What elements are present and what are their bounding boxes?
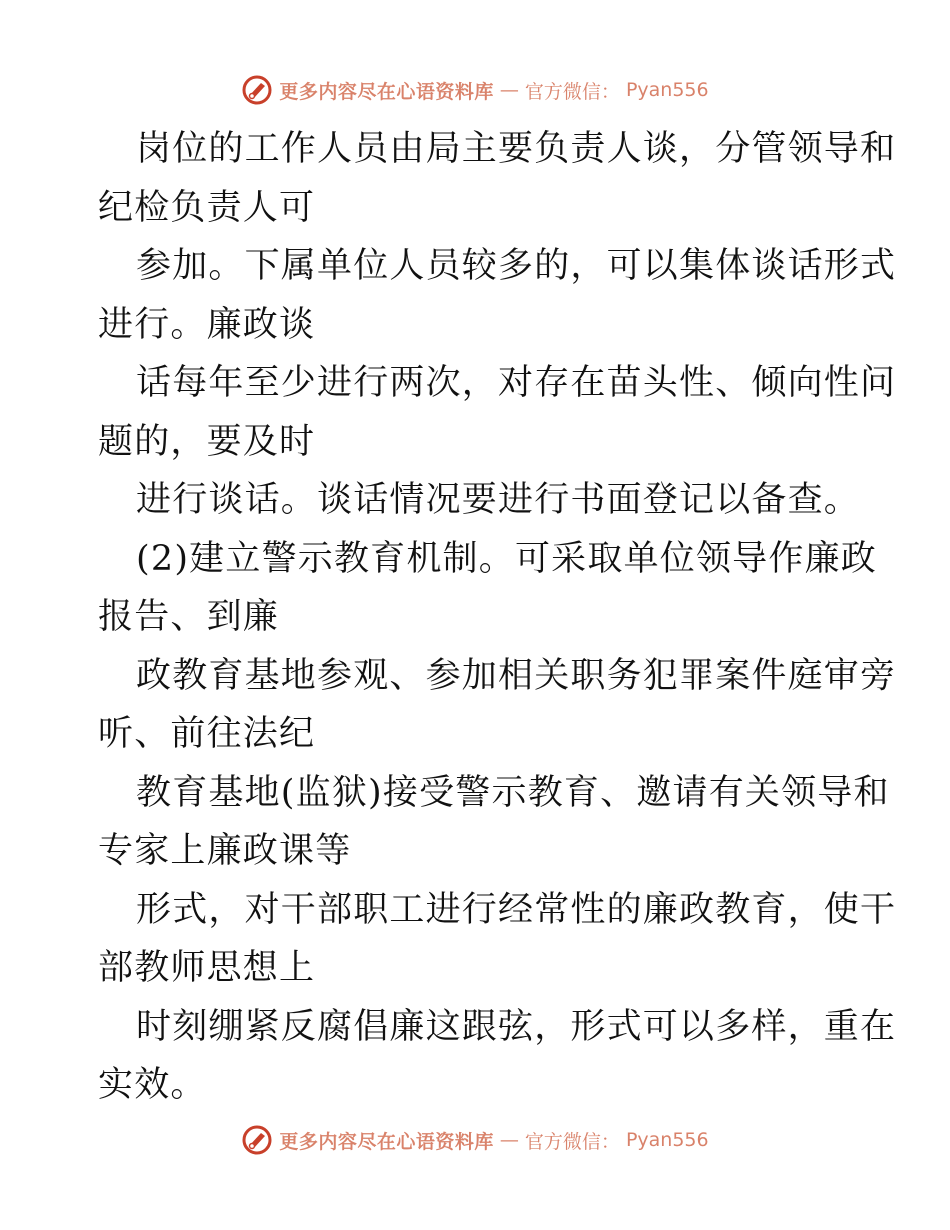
red-seal-logo-icon (241, 1124, 273, 1156)
watermark-account-label: 官方微信： (524, 1130, 620, 1153)
footer-watermark (0, 1120, 950, 1160)
watermark-account-id: Pyan556 (625, 1129, 709, 1151)
text-line: 报告、到廉 (98, 597, 280, 637)
watermark-main-text: 更多内容尽在心语资料库 (279, 1130, 494, 1153)
text-line: 时刻绷紧反腐倡廉这跟弦，形式可以多样，重在 (136, 1006, 897, 1047)
red-seal-logo-icon (241, 74, 273, 106)
text-line: 岗位的工作人员由局主要负责人谈，分管领导和 (136, 129, 897, 169)
watermark-separator: — (499, 79, 519, 101)
watermark-separator: — (499, 1129, 519, 1151)
text-line: 听、前往法纪 (98, 714, 316, 754)
watermark-main-text: 更多内容尽在心语资料库 (279, 80, 494, 103)
text-line: 实效。 (98, 1065, 207, 1105)
text-line: 形式，对干部职工进行经常性的廉政教育，使干 (136, 889, 897, 930)
text-line: 教育基地(监狱)接受警示教育、邀请有关领导和 (136, 772, 890, 813)
watermark-account-id: Pyan556 (625, 79, 709, 101)
text-line: 话每年至少进行两次，对存在苗头性、倾向性问 (136, 363, 897, 403)
text-line: 进行谈话。谈话情况要进行书面登记以备查。 (136, 480, 861, 520)
document-body (98, 120, 897, 1115)
header-watermark (0, 70, 950, 110)
text-line: 专家上廉政课等 (98, 831, 352, 871)
text-line: 部教师思想上 (98, 948, 316, 988)
text-line: 政教育基地参观、参加相关职务犯罪案件庭审旁 (136, 655, 897, 696)
text-line: 题的，要及时 (98, 421, 316, 462)
text-line: 参加。下属单位人员较多的，可以集体谈话形式 (136, 246, 897, 286)
text-line: (2)建立警示教育机制。可采取单位领导作廉政 (136, 538, 877, 579)
watermark-account-label: 官方微信： (524, 80, 620, 103)
text-line: 纪检负责人可 (98, 187, 316, 228)
text-line: 进行。廉政谈 (98, 304, 316, 345)
